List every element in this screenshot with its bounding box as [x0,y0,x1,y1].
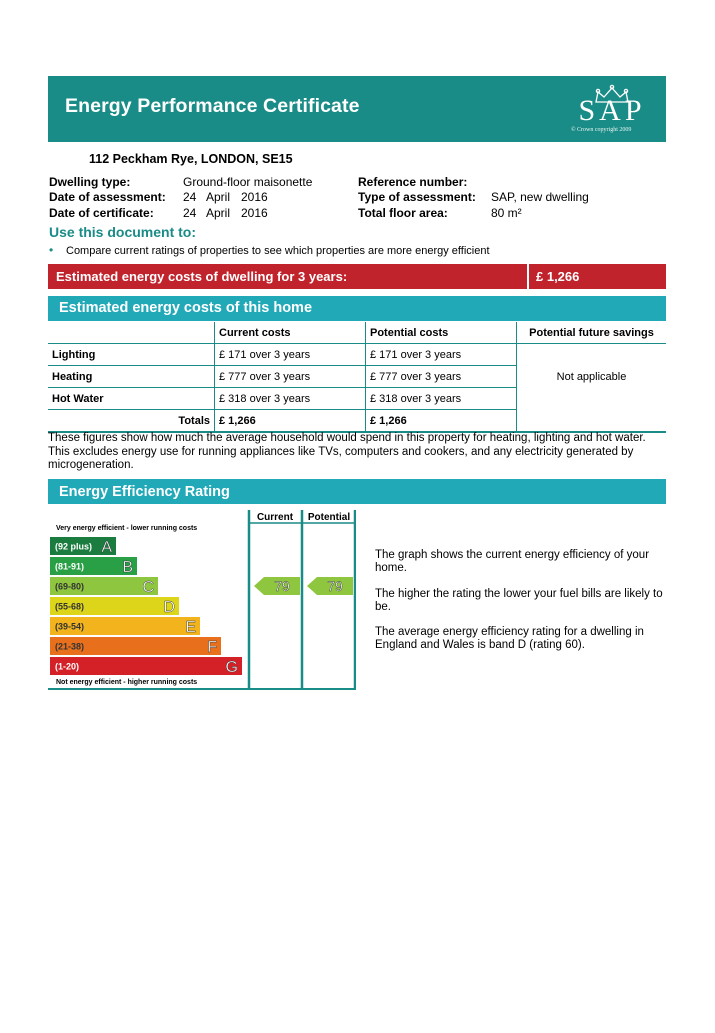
row-label: Hot Water [48,388,215,410]
rating-band-letter: F [207,639,217,656]
date-certificate-month: April [206,206,231,220]
date-assessment-year: 2016 [241,190,268,204]
totals-label: Totals [48,410,215,433]
rating-band-letter: C [142,579,154,596]
floor-area-value: 80 m² [491,206,522,220]
header-potential-savings: Potential future savings [517,322,667,344]
costs-table [48,322,666,433]
rating-band-range: (55-68) [55,601,85,612]
estimated-cost-label: Estimated energy costs of dwelling for 3 years: [56,269,348,284]
column-header-potential: Potential [307,512,351,523]
rating-band-range: (81-91) [55,561,85,572]
rating-band-range: (69-80) [55,581,85,592]
table-row [48,344,666,366]
current-cost-cell: £ 171 over 3 years [215,344,366,366]
page-title: Energy Performance Certificate [65,95,360,117]
efficiency-rating-graph [48,510,356,690]
potential-cost-cell: £ 171 over 3 years [366,344,517,366]
bottom-scale-label: Not energy efficient - higher running costs [56,679,198,686]
table-header-row [48,322,666,344]
logo-copyright: © Crown copyright 2009 [571,127,632,133]
date-certificate-label: Date of certificate: [49,206,154,220]
savings-cell: Not applicable [517,344,667,410]
bullet-icon: • [49,243,54,257]
date-certificate-day: 24 [183,206,197,220]
current-cost-cell: £ 318 over 3 years [215,388,366,410]
reference-label: Reference number: [358,175,468,189]
graph-explanation-text: The graph shows the current energy efficiency of your home. [375,549,650,574]
column-header-current: Current [256,512,294,523]
rating-band-letter: A [101,539,112,556]
efficiency-section-title: Energy Efficiency Rating [59,484,230,500]
header-blank [48,322,215,344]
rating-band-letter: B [122,559,133,576]
row-label: Lighting [48,344,215,366]
totals-current: £ 1,266 [215,410,366,433]
costs-notes: These figures show how much the average household would spend in this property for heating, lighting and hot water. This excludes energy use for running appliances like TVs, computers and cookers, and any electricity generated by microgeneration. [48,432,646,471]
average-rating-text: The average energy efficiency rating for a dwelling in England and Wales is band D (rating 60). [375,626,644,651]
floor-area-label: Total floor area: [358,206,448,220]
estimated-cost-value: £ 1,266 [536,269,580,284]
header-potential-costs: Potential costs [366,322,517,344]
current-rating-value: 79 [274,578,290,594]
assessment-type-value: SAP, new dwelling [491,190,589,204]
rating-band-letter: E [185,619,196,636]
potential-cost-cell: £ 777 over 3 years [366,366,517,388]
costs-section-title: Estimated energy costs of this home [59,300,313,316]
rating-band-range: (1-20) [55,661,80,672]
dwelling-type-label: Dwelling type: [49,175,131,189]
date-assessment-label: Date of assessment: [49,190,166,204]
rating-band-range: (39-54) [55,621,85,632]
date-assessment-month: April [206,190,231,204]
totals-row [48,410,666,433]
cost-bar-divider [527,264,529,289]
rating-band-letter: D [163,599,175,616]
date-certificate-year: 2016 [241,206,268,220]
header-current-costs: Current costs [215,322,366,344]
top-scale-label: Very energy efficient - lower running costs [56,525,198,532]
rating-band-letter: G [225,659,238,676]
property-address: 112 Peckham Rye, LONDON, SE15 [89,152,293,166]
use-document-item: Compare current ratings of properties to see which properties are more energy efficient [66,245,490,257]
row-label: Heating [48,366,215,388]
dwelling-type-value: Ground-floor maisonette [183,175,313,189]
fuel-bills-text: The higher the rating the lower your fuel bills are likely to be. [375,588,663,613]
assessment-type-label: Type of assessment: [358,190,476,204]
potential-cost-cell: £ 318 over 3 years [366,388,517,410]
totals-blank [517,410,667,433]
current-cost-cell: £ 777 over 3 years [215,366,366,388]
svg-text:SAP: SAP [578,94,646,127]
rating-band-range: (92 plus) [55,541,93,552]
use-document-heading: Use this document to: [49,224,197,240]
date-assessment-day: 24 [183,190,197,204]
potential-rating-value: 79 [327,578,343,594]
rating-band-range: (21-38) [55,641,85,652]
totals-potential: £ 1,266 [366,410,517,433]
